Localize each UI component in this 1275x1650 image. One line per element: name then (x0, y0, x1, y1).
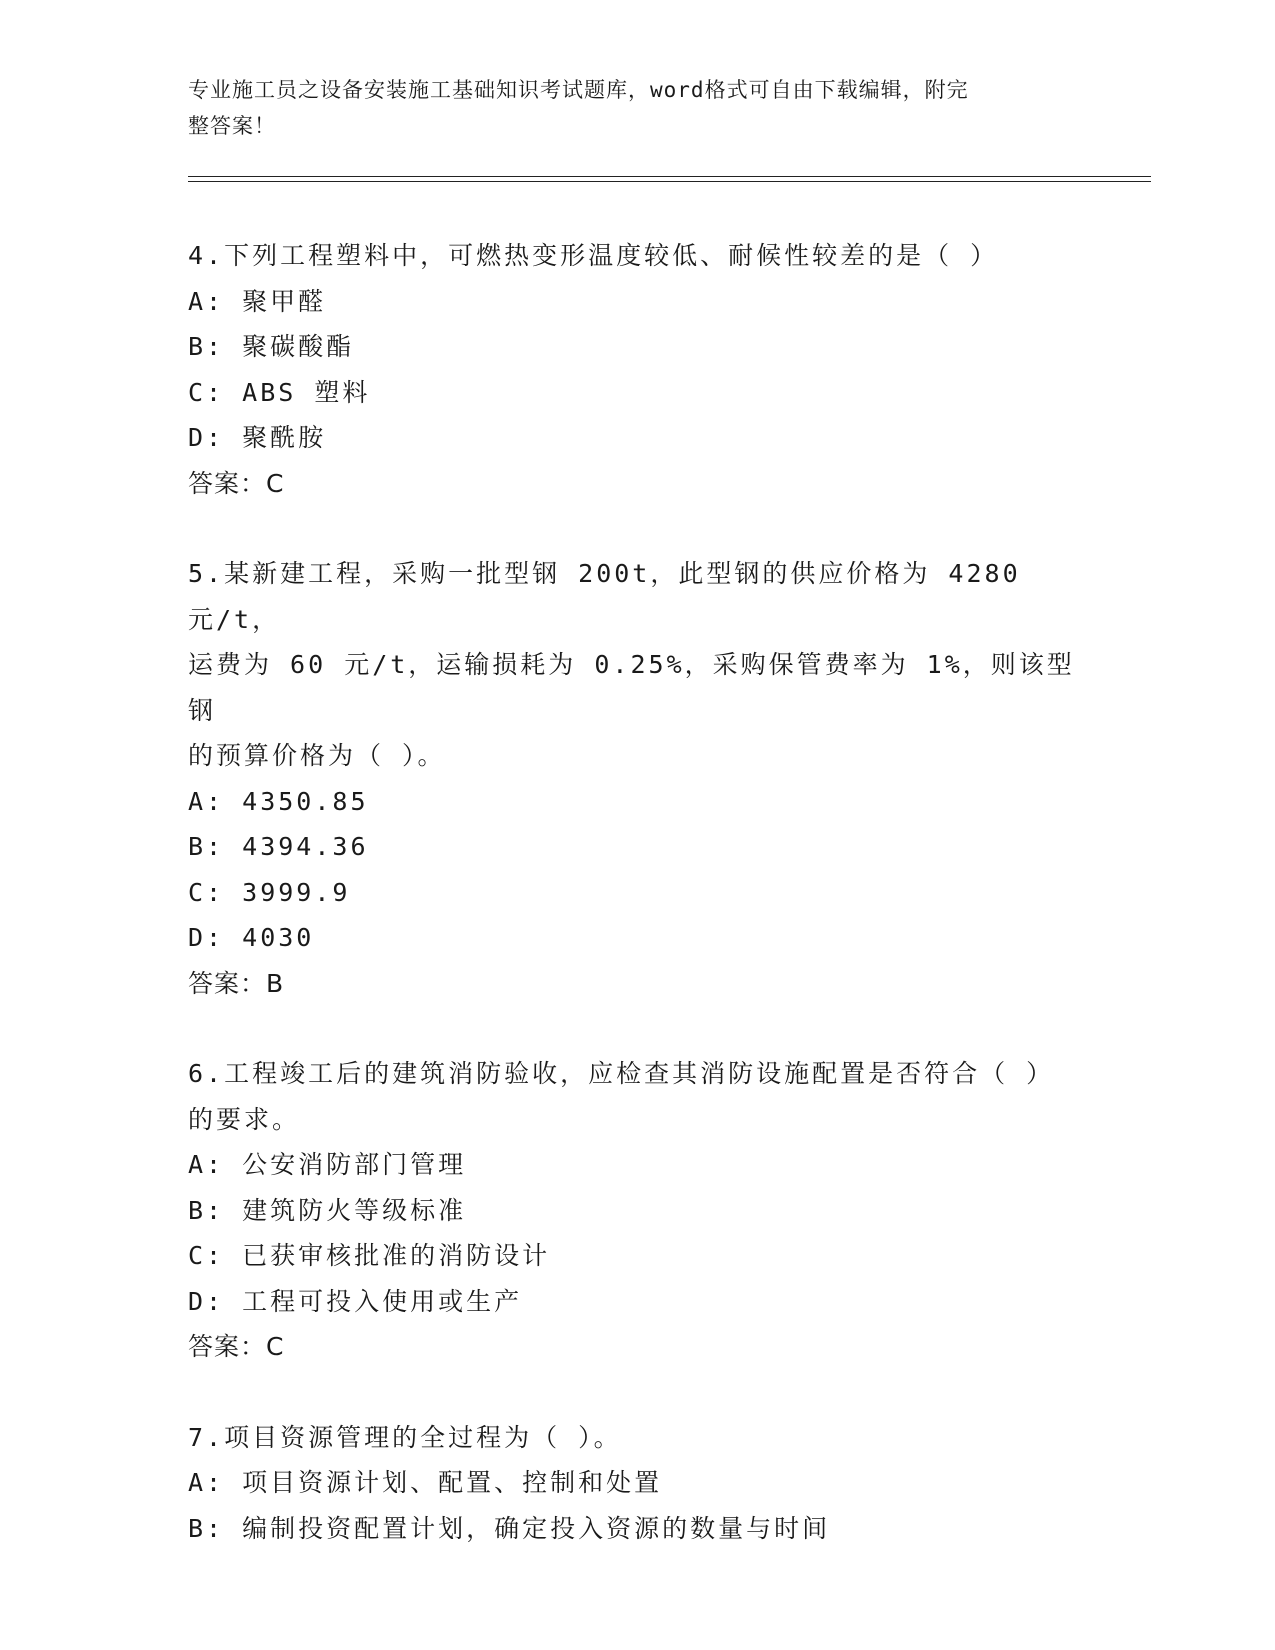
document-header (188, 72, 1088, 144)
option-c: C: 3999.9 (188, 877, 351, 907)
question-text-line-3: 的预算价格为（ ）。 (188, 741, 446, 770)
option-a: A: 公安消防部门管理 (188, 1150, 467, 1179)
option-a: A: 聚甲醛 (188, 286, 327, 316)
question-text-line-2: 的要求。 (188, 1104, 301, 1134)
option-b: B: 聚碳酸酯 (188, 332, 355, 361)
option-d: D: 工程可投入使用或生产 (188, 1286, 523, 1316)
option-a: A: 项目资源计划、配置、控制和处置 (188, 1468, 663, 1497)
option-d: D: 4030 (188, 923, 315, 952)
question-5 (188, 551, 1088, 1006)
question-list (188, 233, 1088, 1551)
option-b: B: 编制投资配置计划，确定投入资源的数量与时间 (188, 1513, 831, 1543)
question-text: 4.下列工程塑料中，可燃热变形温度较低、耐候性较差的是（ ） (188, 241, 999, 270)
question-text-line-1: 6.工程竣工后的建筑消防验收，应检查其消防设施配置是否符合（ ） (188, 1059, 1055, 1088)
option-d: D: 聚酰胺 (188, 423, 327, 452)
question-7 (188, 1415, 1088, 1552)
answer: 答案：B (188, 968, 285, 998)
answer: 答案：C (188, 1332, 285, 1361)
question-4 (188, 233, 1088, 506)
question-text: 7.项目资源管理的全过程为（ ）。 (188, 1422, 622, 1452)
option-b: B: 建筑防火等级标准 (188, 1195, 467, 1225)
option-c: C: ABS 塑料 (188, 377, 371, 407)
question-6 (188, 1051, 1088, 1370)
option-b: B: 4394.36 (188, 832, 369, 861)
option-a: A: 4350.85 (188, 786, 369, 816)
question-text-line-2: 运费为 60 元/t，运输损耗为 0.25%，采购保管费率为 1%，则该型钢 (188, 650, 1075, 725)
header-rule-top (188, 176, 1151, 177)
header-rule-bottom (188, 181, 1151, 182)
question-text-line-1: 5.某新建工程，采购一批型钢 200t，此型钢的供应价格为 4280 元/t， (188, 559, 1021, 634)
answer: 答案：C (188, 468, 285, 498)
header-line-2: 整答案！ (188, 114, 276, 138)
option-c: C: 已获审核批准的消防设计 (188, 1241, 551, 1270)
header-line-1: 专业施工员之设备安装施工基础知识考试题库，word格式可自由下载编辑，附完 (188, 78, 969, 102)
